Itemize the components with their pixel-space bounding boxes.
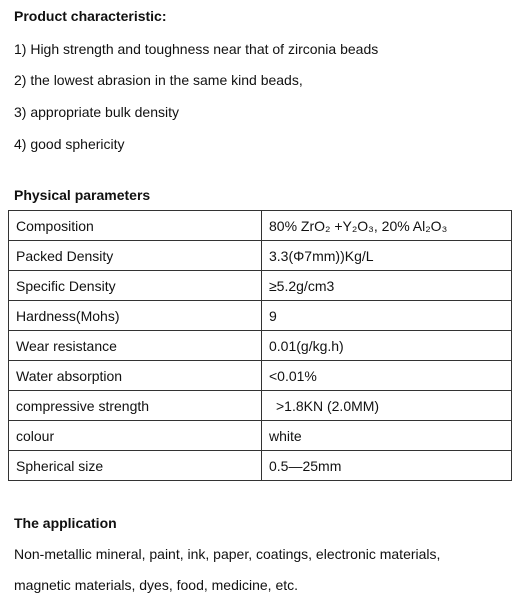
- param-label: Composition: [9, 211, 262, 241]
- table-row: [9, 391, 512, 421]
- physical-parameters-heading: Physical parameters: [14, 187, 151, 203]
- table-row: [9, 301, 512, 331]
- param-label: colour: [9, 421, 262, 451]
- table-row: [9, 241, 512, 271]
- product-characteristic-item-3: 3) appropriate bulk density: [14, 104, 179, 120]
- param-label: Specific Density: [9, 271, 262, 301]
- application-text-line-2: magnetic materials, dyes, food, medicine, etc.: [14, 577, 299, 593]
- param-value: ≥5.2g/cm3: [262, 271, 512, 301]
- param-value: 3.3(Φ7mm))Kg/L: [262, 241, 512, 271]
- table-row: [9, 421, 512, 451]
- param-label: Water absorption: [9, 361, 262, 391]
- param-value: 0.5—25mm: [262, 451, 512, 481]
- param-value: white: [262, 421, 512, 451]
- param-label: Wear resistance: [9, 331, 262, 361]
- application-heading: The application: [14, 515, 117, 531]
- param-label: Packed Density: [9, 241, 262, 271]
- product-heading: Product characteristic:: [14, 8, 167, 24]
- table-row: [9, 211, 512, 241]
- param-value: 0.01(g/kg.h): [262, 331, 512, 361]
- param-label: Spherical size: [9, 451, 262, 481]
- table-row: [9, 451, 512, 481]
- param-value: 80% ZrO₂ +Y₂O₃, 20% Al₂O₃: [262, 211, 512, 241]
- param-label: Hardness(Mohs): [9, 301, 262, 331]
- param-value: <0.01%: [262, 361, 512, 391]
- table-row: [9, 271, 512, 301]
- param-value: >1.8KN (2.0MM): [262, 391, 512, 421]
- application-text-line-1: Non-metallic mineral, paint, ink, paper, coatings, electronic materials,: [14, 546, 441, 562]
- product-characteristic-item-1: 1) High strength and toughness near that of zirconia beads: [14, 41, 379, 57]
- product-characteristic-item-4: 4) good sphericity: [14, 136, 125, 152]
- param-label: compressive strength: [9, 391, 262, 421]
- table-row: [9, 361, 512, 391]
- table-row: [9, 331, 512, 361]
- physical-parameters-table: [8, 210, 512, 481]
- param-value: 9: [262, 301, 512, 331]
- product-characteristic-item-2: 2) the lowest abrasion in the same kind beads,: [14, 72, 303, 88]
